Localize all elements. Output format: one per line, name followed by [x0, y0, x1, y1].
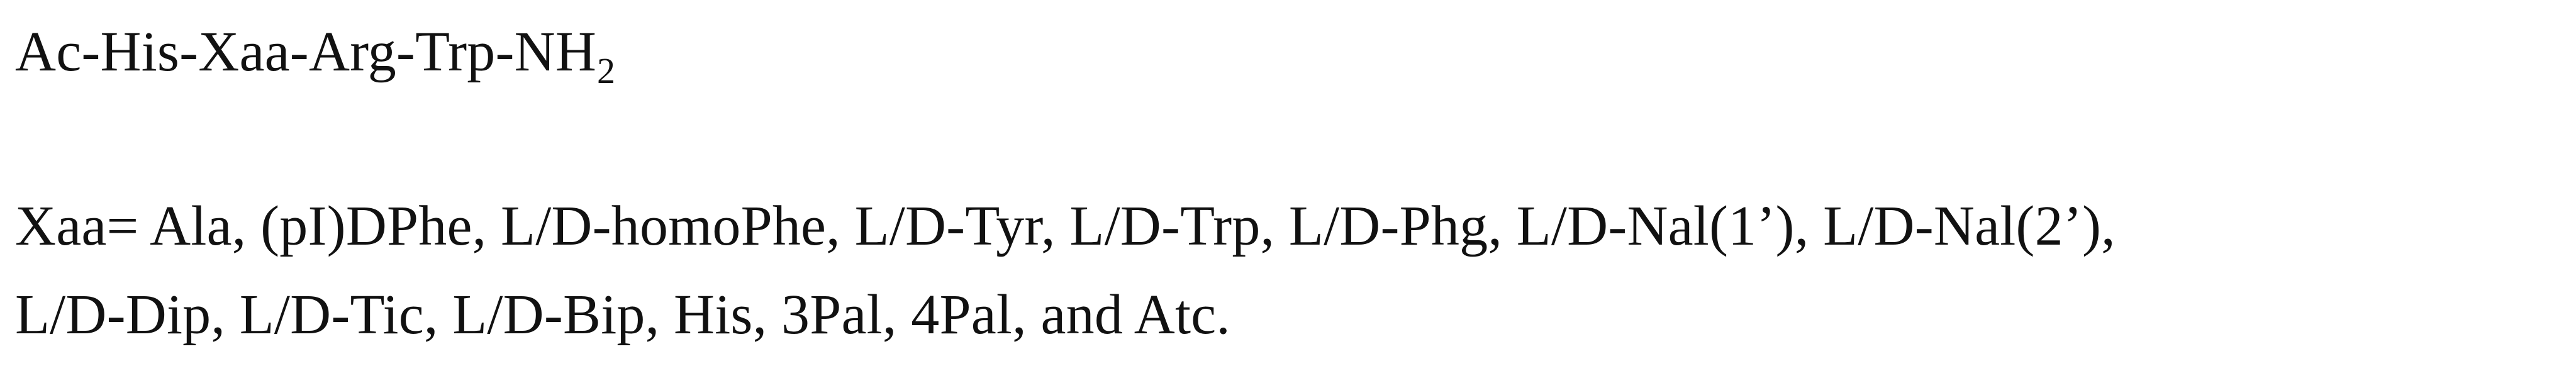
peptide-formula-text: Ac-His-Xaa-Arg-Trp-NH — [15, 21, 597, 83]
xaa-definition-line-1: Xaa= Ala, (pI)DPhe, L/D-homoPhe, L/D-Tyr, L/D-Trp, L/D-Phg, L/D-Nal(1’), L/D-Nal(2’), — [15, 195, 2116, 257]
xaa-definition-line-2: L/D-Dip, L/D-Tic, L/D-Bip, His, 3Pal, 4Pal, and Atc. — [15, 284, 1230, 346]
peptide-formula — [15, 21, 616, 91]
formula-subscript: 2 — [597, 50, 616, 91]
